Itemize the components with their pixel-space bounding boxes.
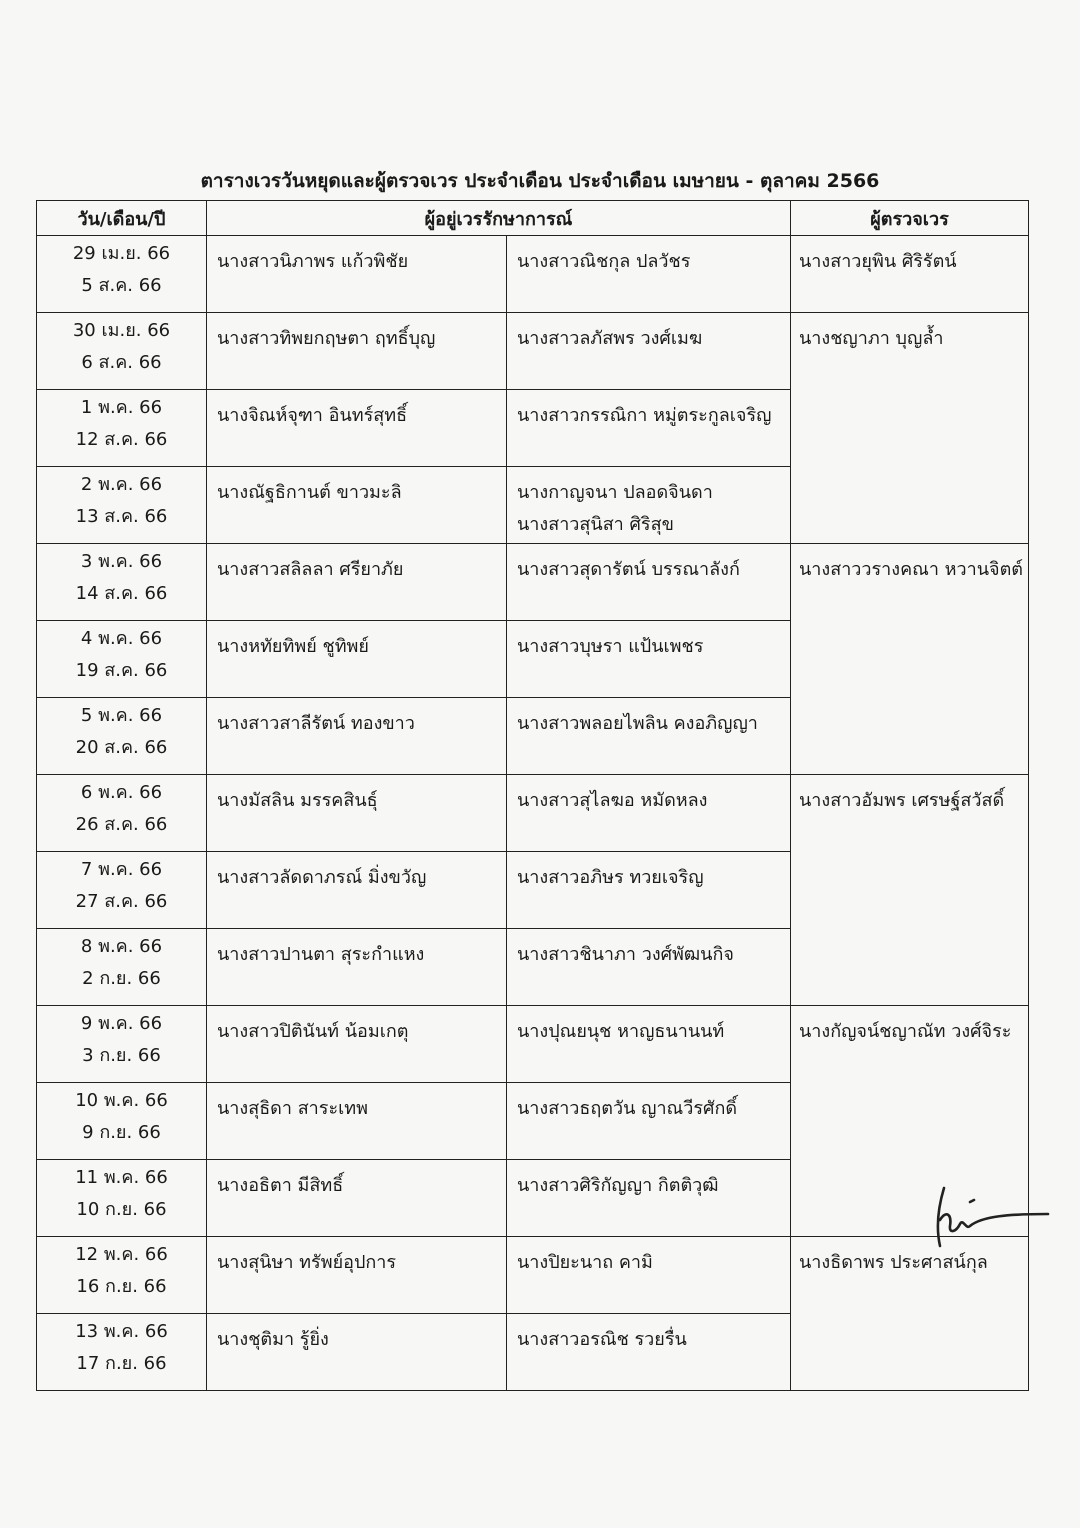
date-text: 6 พ.ค. 66 (80, 782, 163, 803)
date-text: 12 ส.ค. 66 (75, 429, 168, 450)
inspector-cell (791, 775, 1029, 1006)
duty-person-name: นางสาวลัดดาภรณ์ มิ่งขวัญ (217, 867, 427, 888)
date-cell (37, 1314, 207, 1391)
duty-person-cell (207, 467, 507, 544)
duty-person-name: นางจิณห์จุฑา อินทร์สุทธิ์ (217, 405, 408, 426)
duty-person-cell (207, 1314, 507, 1391)
date-text: 27 ส.ค. 66 (75, 891, 168, 912)
duty-person-name: นางมัสลิน มรรคสินธุ์ (217, 790, 378, 811)
date-cell (37, 390, 207, 467)
duty-person-cell (507, 1314, 791, 1391)
date-text: 11 พ.ค. 66 (75, 1167, 168, 1188)
duty-person-cell (507, 929, 791, 1006)
table-row (37, 775, 1029, 852)
roster-body (37, 236, 1029, 1391)
duty-person-cell (207, 698, 507, 775)
date-text: 26 ส.ค. 66 (75, 814, 168, 835)
date-text: 1 พ.ค. 66 (80, 397, 163, 418)
date-text: 9 ก.ย. 66 (82, 1122, 161, 1143)
table-row (37, 1237, 1029, 1314)
duty-person-name: นางสาวอภิษร ทวยเจริญ (517, 867, 704, 888)
duty-person-name: นางสาวสุนิสา ศิริสุข (517, 514, 674, 535)
duty-person-cell (507, 775, 791, 852)
duty-person-cell (207, 852, 507, 929)
date-text: 20 ส.ค. 66 (75, 737, 168, 758)
duty-person-cell (207, 313, 507, 390)
duty-person-cell (207, 544, 507, 621)
date-text: 3 พ.ค. 66 (80, 551, 163, 572)
date-text: 10 พ.ค. 66 (75, 1090, 168, 1111)
date-cell (37, 1160, 207, 1237)
duty-person-name: นางชุติมา รู้ยิ่ง (217, 1329, 329, 1350)
inspector-name: นางสาวอัมพร เศรษฐ์สวัสดิ์ (799, 790, 1005, 811)
inspector-name: นางสาวยุพิน ศิริรัตน์ (799, 251, 957, 272)
date-cell (37, 1006, 207, 1083)
table-row (37, 1006, 1029, 1083)
duty-person-cell (507, 467, 791, 544)
date-text: 5 ส.ค. 66 (81, 275, 162, 296)
inspector-cell (791, 236, 1029, 313)
date-cell (37, 236, 207, 313)
duty-person-cell (507, 544, 791, 621)
inspector-name: นางธิดาพร ประศาสน์กุล (799, 1252, 988, 1273)
duty-person-name: นางสาวปิตินันท์ น้อมเกตุ (217, 1021, 409, 1042)
date-text: 12 พ.ค. 66 (75, 1244, 168, 1265)
header-duty: ผู้อยู่เวรรักษาการณ์ (207, 201, 791, 236)
date-text: 13 พ.ค. 66 (75, 1321, 168, 1342)
duty-person-cell (207, 236, 507, 313)
duty-person-cell (207, 1083, 507, 1160)
page-title: ตารางเวรวันหยุดและผู้ตรวจเวร ประจำเดือน ประจำเดือน เมษายน - ตุลาคม 2566 (200, 170, 880, 192)
duty-person-name: นางกาญจนา ปลอดจินดา (517, 482, 713, 503)
duty-person-name: นางหทัยทิพย์ ชูทิพย์ (217, 636, 369, 657)
duty-person-cell (507, 1083, 791, 1160)
inspector-cell (791, 313, 1029, 544)
date-cell (37, 621, 207, 698)
date-cell (37, 313, 207, 390)
duty-person-name: นางสาวพลอยไพลิน คงอภิญญา (517, 713, 758, 734)
date-text: 14 ส.ค. 66 (75, 583, 168, 604)
duty-person-name: นางณัฐธิกานต์ ขาวมะลิ (217, 482, 402, 503)
date-text: 2 พ.ค. 66 (80, 474, 163, 495)
date-cell (37, 929, 207, 1006)
date-text: 19 ส.ค. 66 (75, 660, 168, 681)
duty-person-name: นางอธิตา มีสิทธิ์ (217, 1175, 344, 1196)
duty-person-cell (207, 621, 507, 698)
date-text: 5 พ.ค. 66 (80, 705, 163, 726)
duty-person-name: นางปิยะนาถ คามิ (517, 1252, 653, 1273)
duty-person-cell (207, 390, 507, 467)
duty-person-cell (507, 390, 791, 467)
duty-person-name: นางสาวสุไลฆอ หมัดหลง (517, 790, 708, 811)
date-cell (37, 698, 207, 775)
date-cell (37, 467, 207, 544)
date-text: 30 เม.ย. 66 (72, 320, 171, 341)
duty-person-cell (207, 775, 507, 852)
duty-person-cell (507, 313, 791, 390)
date-cell (37, 1083, 207, 1160)
duty-person-name: นางสาวสาลีรัตน์ ทองขาว (217, 713, 415, 734)
duty-person-name: นางสุนิษา ทรัพย์อุปการ (217, 1252, 397, 1273)
date-text: 17 ก.ย. 66 (76, 1353, 167, 1374)
date-text: 10 ก.ย. 66 (76, 1199, 167, 1220)
duty-person-name: นางสาวชินาภา วงศ์พัฒนกิจ (517, 944, 734, 965)
duty-person-name: นางปุณยนุช หาญธนานนท์ (517, 1021, 725, 1042)
duty-person-name: นางสาวกรรณิกา หมู่ตระกูลเจริญ (517, 405, 772, 426)
duty-person-name: นางสาวนิภาพร แก้วพิชัย (217, 251, 409, 272)
duty-person-name: นางสาวอรณิช รวยรื่น (517, 1329, 687, 1350)
header-inspector: ผู้ตรวจเวร (791, 201, 1029, 236)
inspector-name: นางกัญจน์ชญาณัท วงศ์จิระ (799, 1021, 1012, 1042)
date-text: 13 ส.ค. 66 (75, 506, 168, 527)
inspector-cell (791, 544, 1029, 775)
duty-person-cell (207, 1160, 507, 1237)
duty-person-name: นางสาวลภัสพร วงศ์เมฆ (517, 328, 703, 349)
duty-roster-table (36, 200, 1029, 1391)
date-cell (37, 775, 207, 852)
duty-person-name: นางสาวณิชกุล ปลวัชร (517, 251, 691, 272)
duty-person-cell (207, 929, 507, 1006)
duty-person-name: นางสาวบุษรา แป้นเพชร (517, 636, 704, 657)
duty-person-name: นางสาวศิริกัญญา กิตติวุฒิ (517, 1175, 719, 1196)
inspector-name: นางชญาภา บุญล้ำ (799, 328, 944, 349)
duty-person-cell (507, 1160, 791, 1237)
date-cell (37, 1237, 207, 1314)
duty-person-name: นางสาวสลิลลา ศรียาภัย (217, 559, 404, 580)
table-header-row (37, 201, 1029, 236)
date-cell (37, 544, 207, 621)
date-text: 29 เม.ย. 66 (72, 243, 171, 264)
signature (930, 1180, 1050, 1250)
date-text: 6 ส.ค. 66 (81, 352, 162, 373)
date-text: 8 พ.ค. 66 (80, 936, 163, 957)
duty-person-name: นางสุธิดา สาระเทพ (217, 1098, 369, 1119)
duty-person-name: นางสาวทิพยกฤษตา ฤทธิ์บุญ (217, 328, 436, 349)
duty-person-cell (507, 852, 791, 929)
duty-person-cell (507, 621, 791, 698)
date-text: 2 ก.ย. 66 (82, 968, 161, 989)
duty-person-cell (507, 698, 791, 775)
duty-person-cell (207, 1237, 507, 1314)
duty-person-cell (507, 1006, 791, 1083)
inspector-name: นางสาววรางคณา หวานจิตต์ (799, 559, 1023, 580)
duty-person-name: นางสาวธฤตวัน ญาณวีรศักดิ์ (517, 1098, 738, 1119)
date-text: 16 ก.ย. 66 (76, 1276, 167, 1297)
duty-person-cell (207, 1006, 507, 1083)
table-row (37, 313, 1029, 390)
date-text: 4 พ.ค. 66 (80, 628, 163, 649)
date-text: 7 พ.ค. 66 (80, 859, 163, 880)
date-text: 3 ก.ย. 66 (82, 1045, 161, 1066)
duty-person-name: นางสาวสุดารัตน์ บรรณาลังก์ (517, 559, 740, 580)
table-row (37, 236, 1029, 313)
date-cell (37, 852, 207, 929)
duty-person-cell (507, 236, 791, 313)
table-row (37, 544, 1029, 621)
date-text: 9 พ.ค. 66 (80, 1013, 163, 1034)
header-date: วัน/เดือน/ปี (37, 201, 207, 236)
inspector-cell (791, 1237, 1029, 1391)
duty-person-cell (507, 1237, 791, 1314)
duty-person-name: นางสาวปานตา สุระกำแหง (217, 944, 425, 965)
